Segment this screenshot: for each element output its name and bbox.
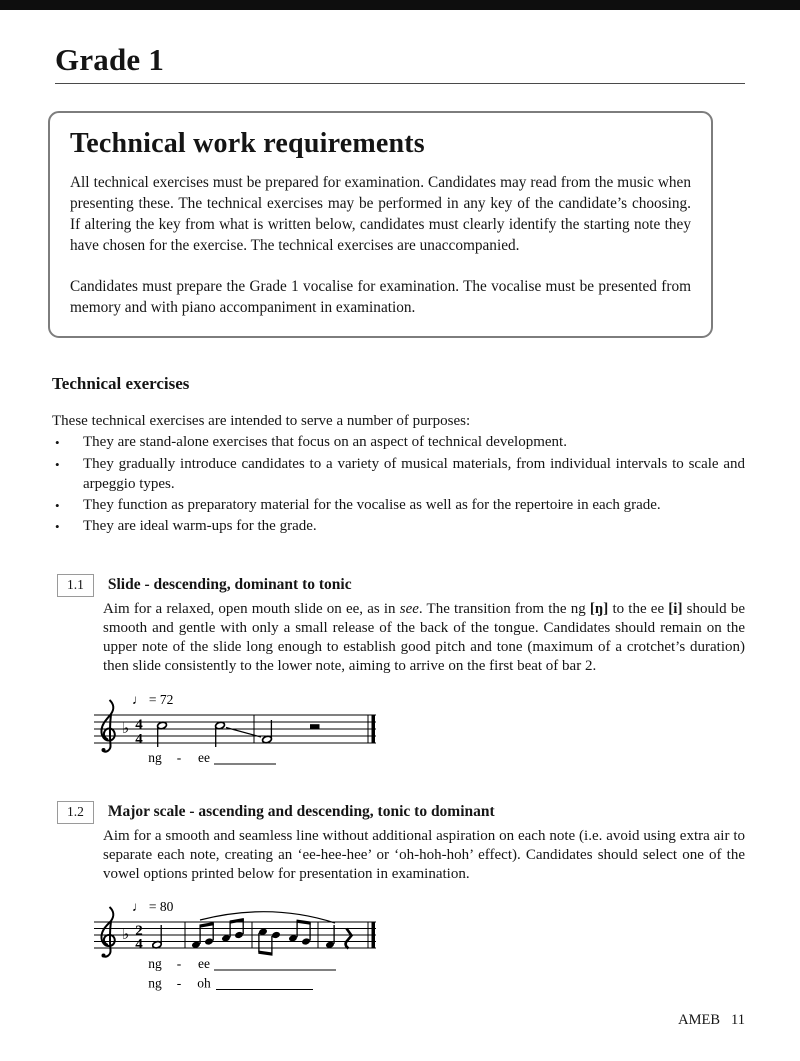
- bullet-icon: •: [55, 435, 60, 450]
- exercise-description: Aim for a smooth and seamless line without additional aspiration on each note (i.e. avoid using extra air to separate each note, creating an ‘ee-hee-hee’ or ‘oh-hoh-hoh’ effect). Candidates should select one of the vowel options printed below for presentation in examination.: [103, 827, 745, 882]
- page-footer: [678, 1012, 745, 1029]
- exercise-title: Slide - descending, dominant to tonic: [107, 576, 352, 593]
- half-rest: [310, 724, 320, 729]
- quarter-rest: [346, 928, 352, 948]
- lyric-syllable: oh: [197, 975, 211, 990]
- lyrics-line: [148, 975, 313, 990]
- lyric-syllable: -: [176, 749, 182, 765]
- slur: [200, 911, 335, 922]
- exercise-header: [57, 801, 745, 824]
- half-note-f4: [262, 720, 273, 744]
- flat-sign-icon: ♭: [122, 720, 130, 737]
- requirements-paragraph: Candidates must prepare the Grade 1 vocalise for examination. The vocalise must be presented from memory and with piano accompaniment in examination.: [70, 278, 691, 316]
- lyric-syllable: ee: [198, 955, 210, 971]
- svg-text:4: 4: [135, 716, 143, 733]
- bullet-text: They function as preparatory material for the vocalise as well as for the repertoire in each grade.: [83, 496, 661, 513]
- bullet-text: They are ideal warm-ups for the grade.: [83, 518, 317, 534]
- lyric-syllable: ng: [148, 749, 162, 765]
- lyric-syllable: -: [176, 955, 182, 971]
- svg-text:4: 4: [135, 936, 143, 952]
- exercise-description: Aim for a relaxed, open mouth slide on ee, as in see. The transition from the ng [ŋ] to the ee [i] should be smooth and gentle with only a small release of the back of the tongue. Candidates should remain on the upper note of the slide long enough to establish good pitch and tone (maximum of a crotchet’s duration) then slide consistently to the lower note, aiming to arrive on the first beat of bar 2.: [103, 600, 745, 674]
- footer-brand: AMEB: [678, 1012, 721, 1028]
- section-heading: Technical exercises: [52, 374, 190, 393]
- list-item: [55, 516, 745, 538]
- requirements-box: [48, 111, 713, 338]
- header-rule: [55, 83, 745, 84]
- list-item: [55, 495, 745, 517]
- bullet-icon: •: [55, 456, 60, 472]
- bullet-icon: •: [55, 497, 60, 513]
- footer-page-number: 11: [731, 1012, 745, 1028]
- treble-clef-icon: [101, 700, 114, 752]
- lyric-syllable: -: [176, 975, 182, 990]
- exercise-header: [57, 574, 745, 597]
- lyric-syllable: ng: [148, 975, 162, 990]
- bullet-text: They gradually introduce candidates to a variety of musical materials, from individual intervals to scale and arpeggio types.: [83, 455, 745, 492]
- lyrics-line: [148, 750, 276, 765]
- lyrics-line: [148, 956, 336, 971]
- time-signature: [135, 923, 143, 953]
- lyric-syllable: ee: [198, 749, 210, 765]
- flat-sign-icon: ♭: [122, 926, 130, 943]
- music-notation-1-2: [90, 895, 390, 997]
- bullet-icon: •: [55, 519, 60, 534]
- exercise-1-2: [57, 801, 745, 997]
- tempo-marking: ♩ = 80: [132, 898, 174, 914]
- exercise-1-1: [57, 574, 745, 771]
- list-item: [55, 454, 745, 495]
- exercise-title: Major scale - ascending and descending, tonic to dominant: [107, 803, 495, 820]
- tempo-marking: ♩ = 72: [132, 691, 174, 707]
- section-intro: These technical exercises are intended to serve a number of purposes:: [52, 413, 471, 429]
- page-title: Grade 1: [55, 42, 165, 77]
- music-notation-1-1: [90, 687, 390, 771]
- top-black-bar: [0, 0, 800, 10]
- svg-text:2: 2: [135, 922, 143, 939]
- bullet-list: [55, 432, 745, 538]
- list-item: [55, 432, 745, 454]
- bullet-text: They are stand-alone exercises that focus on an aspect of technical development.: [83, 434, 567, 450]
- exercise-number-badge: 1.2: [57, 801, 94, 824]
- lyric-syllable: ng: [148, 955, 162, 971]
- exercise-number-badge: 1.1: [57, 574, 94, 597]
- time-signature: [135, 717, 143, 748]
- requirements-paragraph: All technical exercises must be prepared for examination. Candidates may read from the music when presenting these. The technical exercises may be performed in any key of the candidate’s choosing. If altering the key from what is written below, candidates must clearly identify the starting note they have chosen for the exercise. The technical exercises are unaccompanied.: [70, 174, 691, 254]
- treble-clef-icon: [101, 907, 114, 958]
- requirements-title: Technical work requirements: [70, 128, 425, 159]
- svg-text:4: 4: [135, 731, 143, 747]
